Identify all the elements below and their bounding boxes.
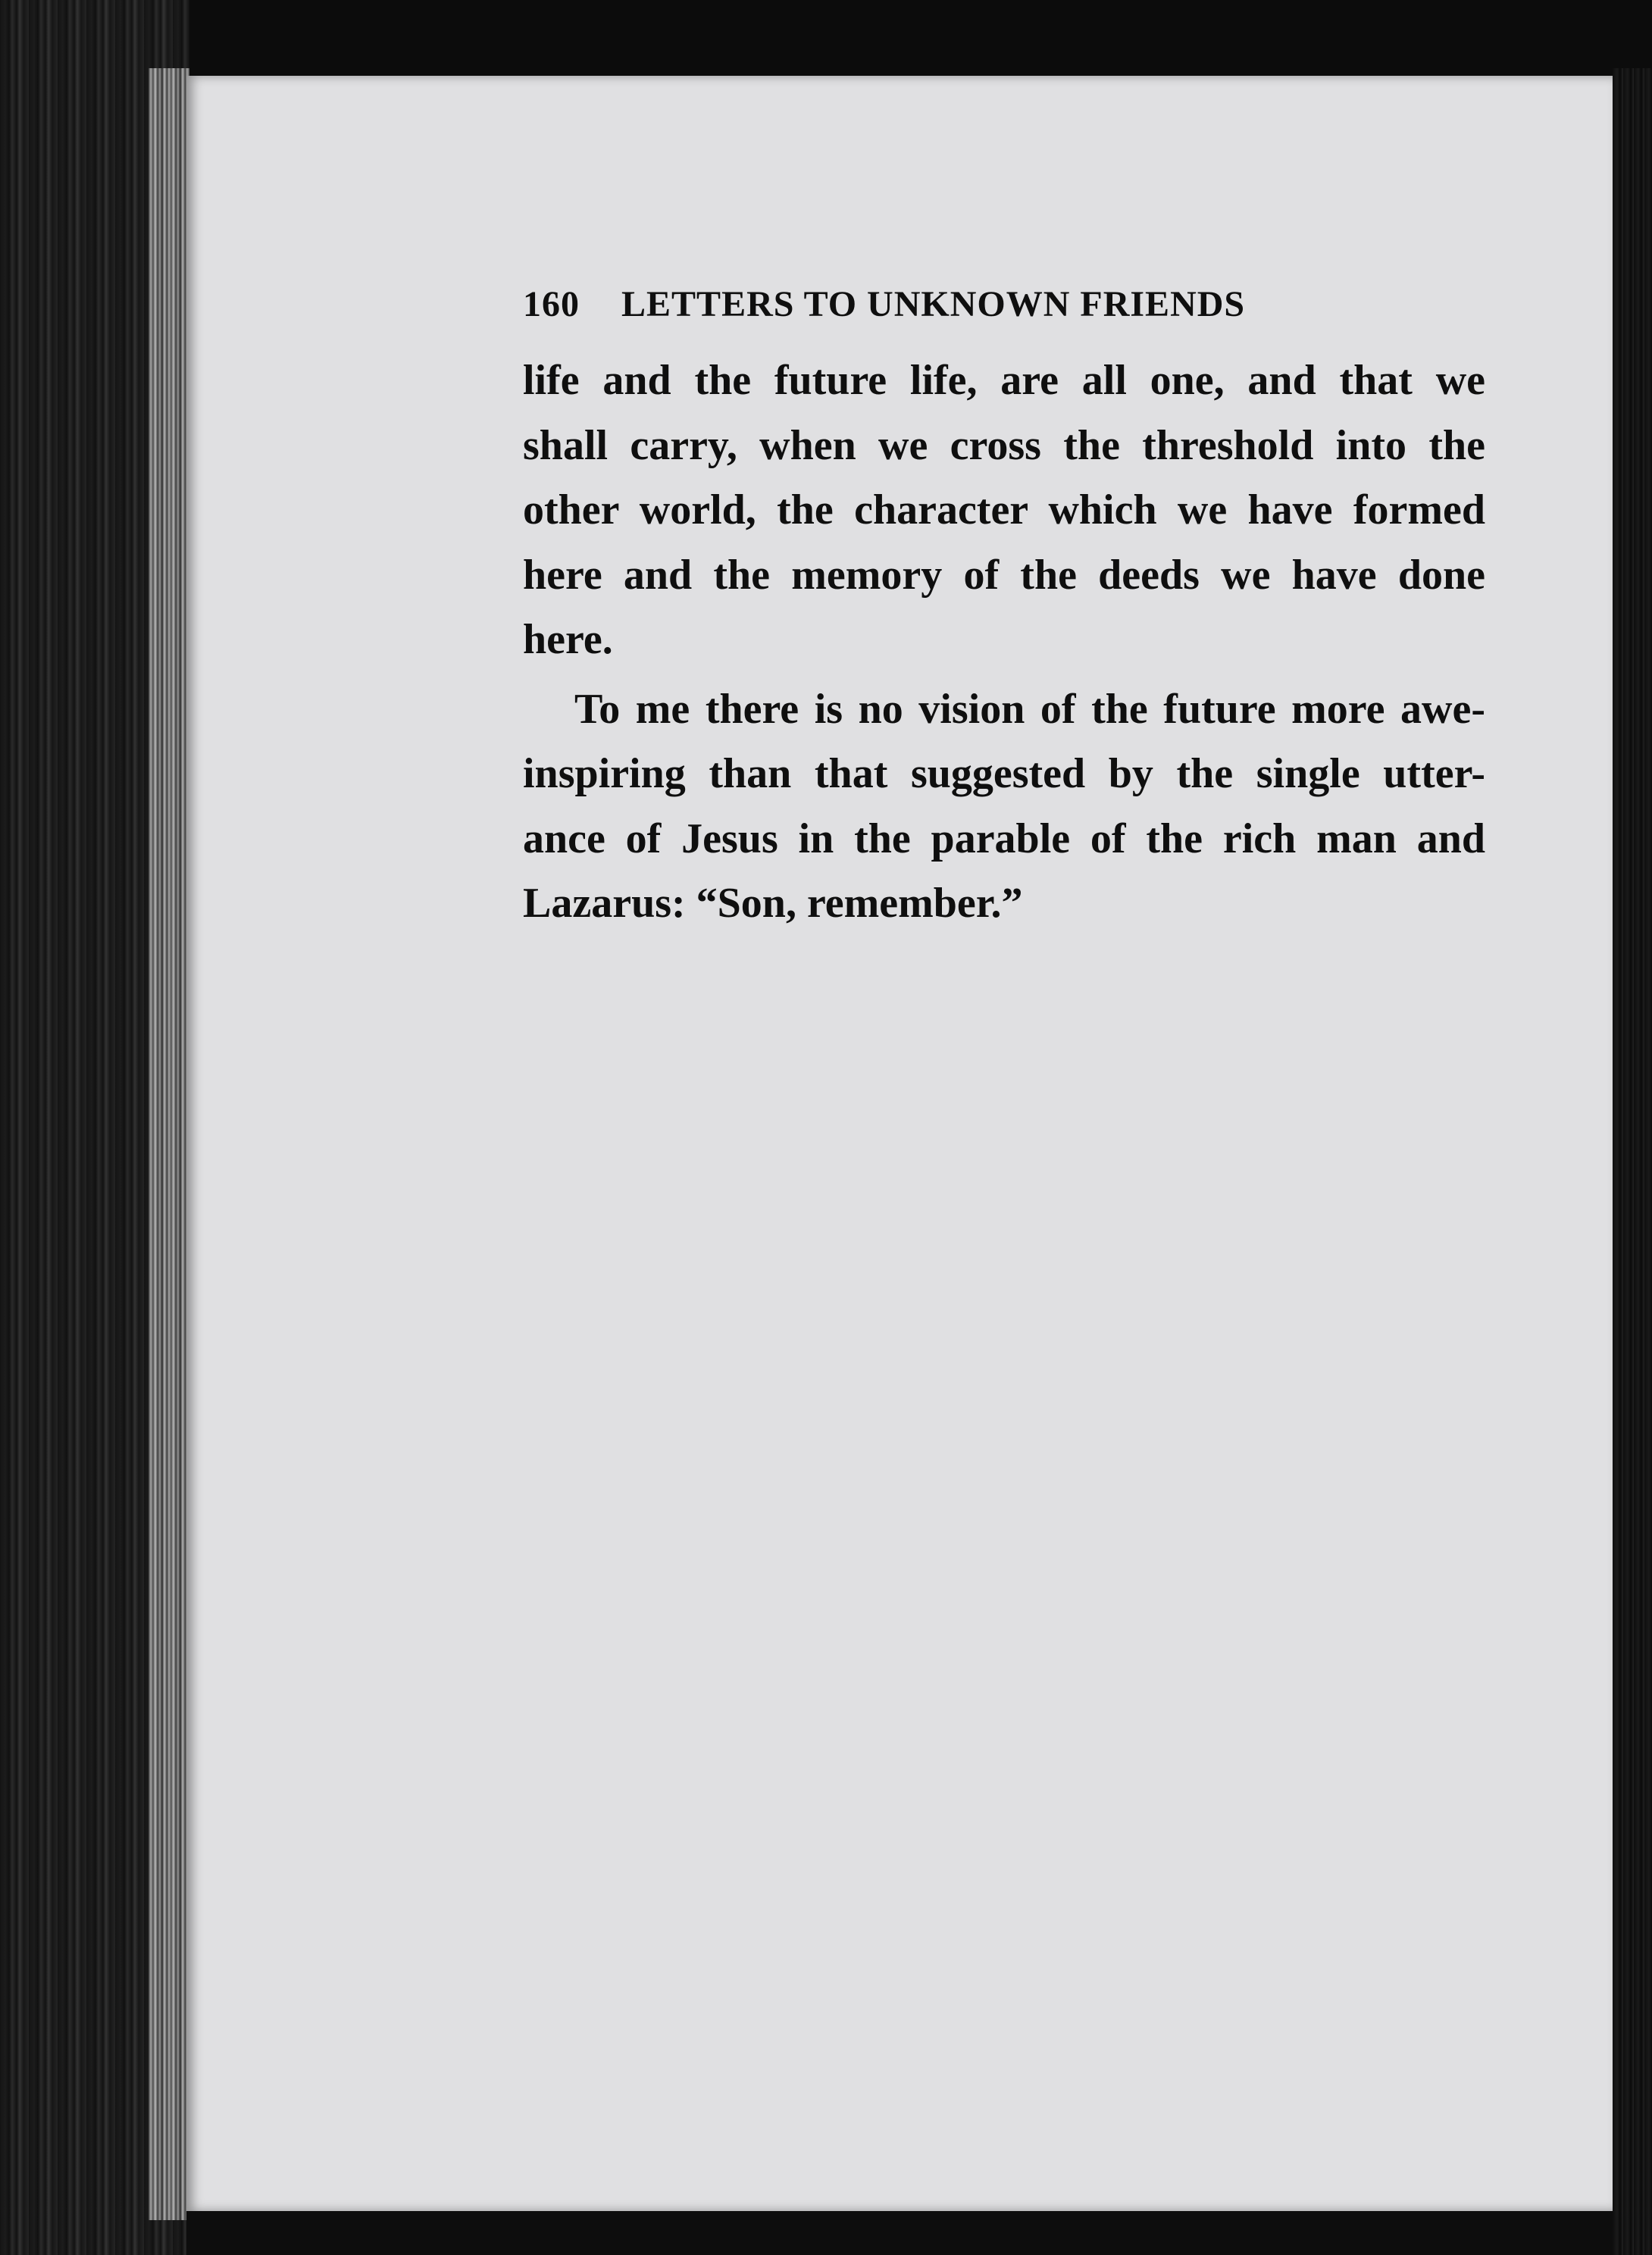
- right-margin-edge: [1613, 68, 1652, 2255]
- text-line: other world, the character which we have formed: [523, 486, 1485, 533]
- text-line: shall carry, when we cross the threshold into the: [523, 421, 1485, 469]
- paragraph: [523, 677, 1485, 937]
- text-block: [523, 279, 1485, 937]
- page-edges: [149, 68, 189, 2220]
- running-head-title: LETTERS TO UNKNOWN FRIENDS: [621, 284, 1246, 324]
- text-line: Lazarus: “Son, remember.”: [523, 880, 1023, 927]
- text-line: here.: [523, 616, 613, 663]
- page-number: 160: [523, 284, 580, 324]
- text-line: inspiring than that suggested by the single utter-: [523, 750, 1485, 797]
- text-line: life and the future life, are all one, and that we: [523, 357, 1485, 404]
- text-line: here and the memory of the deeds we have done: [523, 551, 1485, 599]
- text-line: ance of Jesus in the parable of the rich man and: [523, 815, 1485, 862]
- running-head: [523, 279, 1485, 330]
- paragraph: [523, 349, 1485, 673]
- bottom-margin-edge: [186, 2211, 1613, 2255]
- text-line: To me there is no vision of the future more awe-: [574, 685, 1485, 733]
